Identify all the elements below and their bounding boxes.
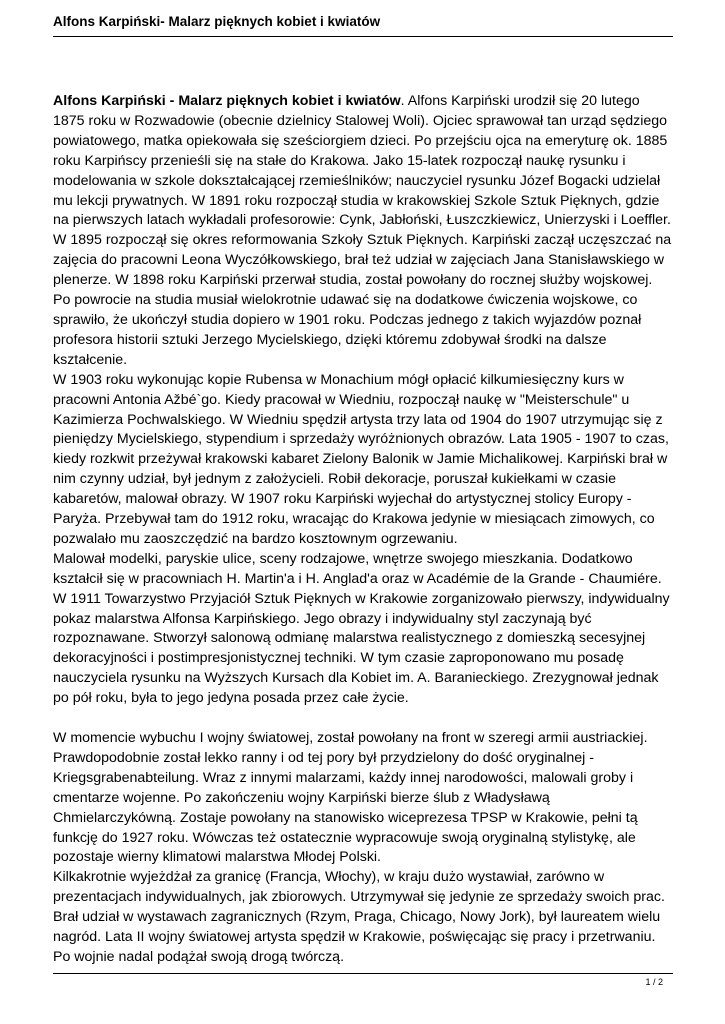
body-paragraph: W momencie wybuchu I wojny światowej, został powołany na front w szeregi armii austriackiej. Prawdopodobnie został lekko ranny i od tej pory był przydzielony do dość oryginalnej - Kriegsgrabenabteilung. Wraz z innymi malarzami, każdy innej narodowości, malowali groby i cmentarze wojenne. Po zakończeniu wojny Karpiński bierze ślub z Władysławą Chmielarczykówną. Zostaje powołany na stanowisko wiceprezesa TPSP w Krakowie, pełni tą funkcję do 1927 roku. Wówczas też ostatecznie wypracowuje swoją oryginalną stylistykę, ale pozostaje wierny klimatowi malarstwa Młodej Polski. (53, 729, 648, 866)
article-body (53, 92, 673, 968)
body-paragraph: W 1903 roku wykonując kopie Rubensa w Monachium mógł opłacić kilkumiesięczny kurs w pracowni Antonia Ažbé`go. Kiedy pracował w Wiedniu, rozpoczął naukę w "Meisterschule" u Kazimierza Pochwalskiego. W Wiedniu spędził artysta trzy lata od 1904 do 1907 utrzymując się z pieniędzy Mycielskiego, stypendium i sprzedaży wyróżnionych obrazów. Lata 1905 - 1907 to czas, kiedy rozkwit przeżywał krakowski kabaret Zielony Balonik w Jamie Michalikowej. Karpiński brał w nim czynny udział, był jednym z założycieli. Robił dekoracje, poruszał kukiełkami w czasie kabaretów, malował obrazy. W 1907 roku Karpiński wyjechał do artystycznej stolicy Europy - Paryża. Przebywał tam do 1912 roku, wracając do Krakowa jedynie w miesiącach zimowych, co pozwalało mu zaoszczędzić na bardzo kosztownym ogrzewaniu. (53, 371, 669, 547)
footer-divider (53, 973, 673, 974)
body-paragraph: Malował modelki, paryskie ulice, sceny rodzajowe, wnętrze swojego mieszkania. Dodatkowo kształcił się w pracowniach H. Martin'a i H. Anglad'a oraz w Académie de la Grande - Chaumiére. W 1911 Towarzystwo Przyjaciół Sztuk Pięknych w Krakowie zorganizowało pierwszy, indywidualny pokaz malarstwa Alfonsa Karpińskiego. Jego obrazy i indywidualny styl zaczynają być rozpoznawane. Stworzył salonową odmianę malarstwa realistycznego z domieszką secesyjnej dekoracyjności i postimpresjonistycznej techniki. W tym czasie zaproponowano mu posadę nauczyciela rysunku na Wyższych Kursach dla Kobiet im. A. Baranieckiego. Zrezygnował jednak po pół roku, była to jego jedyna posada przez całe życie. (53, 550, 670, 707)
header-divider (53, 36, 673, 37)
page-number: 1 / 2 (645, 977, 663, 987)
lead-text: . Alfons Karpiński urodził się 20 lutego 1875 roku w Rozwadowie (obecnie dzielnicy Stalowej Woli). Ojciec sprawował tan urząd sędziego powiatowego, matka opiekowała się sześciorgiem dzieci. Po przejściu ojca na emeryturę ok. 1885 roku Karpińscy przenieśli się na stałe do Krakowa. Jako 15-latek rozpoczął naukę rysunku i modelowania w szkole dokształcającej rzemieślników; nauczyciel rysunku Józef Bogacki udzielał mu lekcji prywatnych. W 1891 roku rozpoczął studia w krakowskiej Szkole Sztuk Pięknych, gdzie na pierwszych latach wykładali profesorowie: Cynk, Jabłoński, Łuszczkiewicz, Unierzyski i Loeffler. W 1895 rozpoczął się okres reformowania Szkoły Sztuk Pięknych. Karpiński zaczął uczęszczać na zajęcia do pracowni Leona Wyczółkowskiego, brał też udział w zajęciach Jana Stanisławskiego w plenerze. W 1898 roku Karpiński przerwał studia, został powołany do rocznej służby wojskowej. Po powrocie na studia musiał wielokrotnie udawać się na dodatkowe ćwiczenia wojskowe, co sprawiło, że ukończył studia dopiero w 1901 roku. Podczas jednego z takich wyjazdów poznał profesora historii sztuki Jerzego Mycielskiego, dzięki któremu zdobywał środki na dalsze kształcenie. (53, 93, 672, 368)
lead-paragraph (53, 92, 673, 371)
body-paragraph: Kilkakrotnie wyjeżdżał za granicę (Francja, Włochy), w kraju dużo wystawiał, zarówno w prezentacjach indywidualnych, jak zbiorowych. Utrzymywał się jedynie ze sprzedaży swoich prac. Brał udział w wystawach zagranicznych (Rzym, Praga, Chicago, Nowy Jork), był laureatem wielu nagród. Lata II wojny światowej artysta spędził w Krakowie, poświęcając się pracy i przetrwaniu. Po wojnie nadal podążał swoją drogą twórczą. (53, 869, 665, 965)
running-header: Alfons Karpiński- Malarz pięknych kobiet i kwiatów (53, 14, 381, 29)
article-title: Alfons Karpiński - Malarz pięknych kobiet i kwiatów (53, 93, 401, 109)
